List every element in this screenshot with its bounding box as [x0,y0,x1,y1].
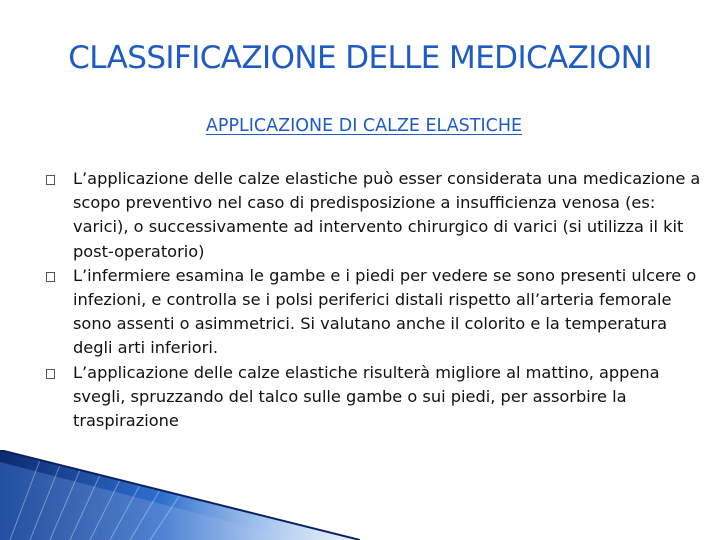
bullet-text: L’infermiere esamina le gambe e i piedi per vedere se sono presenti ulcere o infezioni, e controlla se i polsi periferici distali rispetto all’arteria femorale sono assenti o asimmetrici. Si valutano anche il colorito e la temperatura degli arti inferiori. [73,265,697,358]
subtitle-text: APPLICAZIONE DI CALZE ELASTICHE [205,116,523,136]
bullet-item [46,167,706,264]
bullet-text: L’applicazione delle calze elastiche può esser considerata una medicazione a scopo preventivo nel caso di predisposizione a insufficienza venosa (es: varici), o successivamente ad intervento chirurgico di varici (si utilizza il kit post-operatorio) [73,169,701,261]
bullet-list [46,167,706,433]
square-bullet-icon [46,272,55,282]
slide-subtitle [0,116,720,136]
bullet-item [46,361,706,434]
square-bullet-icon [46,369,55,379]
bullet-item [46,264,706,361]
slide-title: CLASSIFICAZIONE DELLE MEDICAZIONI [68,40,652,76]
square-bullet-icon [46,175,55,185]
corner-swoosh-decoration [0,450,360,540]
bullet-text: L’applicazione delle calze elastiche risulterà migliore al mattino, appena svegli, spruzzando del talco sulle gambe o sui piedi, per assorbire la traspirazione [73,362,660,431]
